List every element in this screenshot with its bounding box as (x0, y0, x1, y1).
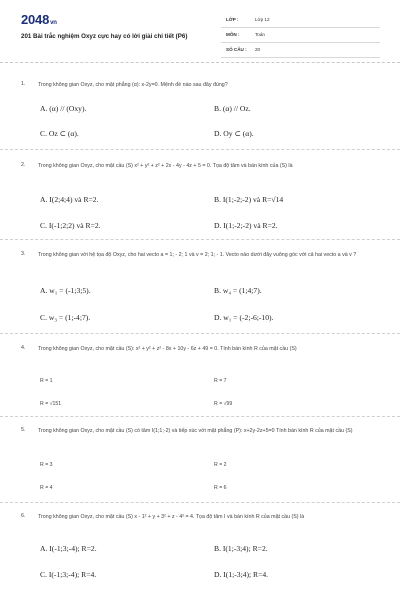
option-c[interactable]: C. I(-1;2;2) và R=2. (40, 221, 101, 230)
question-text: Trong không gian Oxyz, cho mặt cầu (S) x - 1² + y + 3² + z - 4² = 4. Tọa độ tâm I và bán kính R của mặt cầu (S) là (38, 514, 305, 520)
option-d[interactable]: R = 6 (214, 485, 227, 491)
option-a[interactable]: A. w₁ = (-1;3;5). (40, 286, 91, 295)
meta-row-count (221, 43, 380, 58)
option-c[interactable]: C. I(-1;3;-4); R=4. (40, 570, 97, 579)
meta-value-subject: Toán (255, 32, 265, 37)
option-d[interactable]: D. I(1;-2;-2) và R=2. (214, 221, 278, 230)
worksheet-header (0, 0, 400, 62)
meta-label-class: LỚP : (226, 17, 239, 22)
option-a[interactable]: R = 3 (40, 462, 53, 468)
option-c[interactable]: R = √151 (40, 401, 62, 407)
meta-value-count: 20 (255, 47, 261, 52)
question-divider (0, 416, 400, 417)
question-number: 6. (21, 513, 26, 519)
question-number: 3. (21, 251, 26, 257)
meta-row-class (221, 13, 380, 28)
option-b[interactable]: B. I(1;-3;4); R=2. (214, 544, 268, 553)
site-logo-text: 2048 (21, 12, 50, 27)
question-text: Trong không gian Oxyz, cho mặt cầu (S) có tâm I(1;1;-2) và tiếp xúc với mặt phẳng (P): x+2y-2z+5=0 Tính bán kính R của mặt cầu (S) (38, 428, 353, 434)
site-logo-suffix: vn (50, 20, 57, 26)
option-b[interactable]: B. (α) // Oz. (214, 104, 251, 113)
question-divider (0, 239, 400, 240)
option-b[interactable]: R = 2 (214, 462, 227, 468)
question-text: Trong không gian Oxyz, cho mặt cầu (S): x² + y² + z² - 8x + 10y - 6z + 49 = 0. Tính bán kính R của mặt cầu (S) (38, 346, 297, 352)
question-divider (0, 502, 400, 503)
question-divider (0, 149, 400, 150)
option-a[interactable]: A. I(-1;3;-4); R=2. (40, 544, 97, 553)
question-divider (0, 333, 400, 334)
question-text: Trong không gian với hệ tọa độ Oxyz, cho hai vecto a = 1; - 2; 1 và v = 2; 1; - 1. Vecto nào dưới đây vuông góc với cả hai vecto a và v ? (38, 252, 357, 258)
option-d[interactable]: D. I(1;-3;4); R=4. (214, 570, 269, 579)
option-a[interactable]: R = 1 (40, 378, 53, 384)
document-title: 201 Bài trắc nghiệm Oxyz cực hay có lời giải chi tiết (P6) (21, 33, 188, 40)
question-number: 5. (21, 427, 26, 433)
option-c[interactable]: R = 4 (40, 485, 53, 491)
option-d[interactable]: D. w₁ = (-2;-6;-10). (214, 313, 274, 322)
option-c[interactable]: C. Oz ⊂ (α). (40, 129, 79, 138)
option-a[interactable]: A. (α) // (Oxy). (40, 104, 87, 113)
option-d[interactable]: R = √99 (214, 401, 233, 407)
meta-value-class: Lớp 12 (255, 17, 270, 22)
meta-table (221, 13, 380, 58)
option-b[interactable]: B. I(1;-2;-2) và R=√14 (214, 195, 284, 204)
option-b[interactable]: R = 7 (214, 378, 227, 384)
header-divider (0, 62, 400, 63)
question-number: 2. (21, 162, 26, 168)
option-c[interactable]: C. w₃ = (1;-4;7). (40, 313, 91, 322)
option-a[interactable]: A. I(2;4;4) và R=2. (40, 195, 99, 204)
question-number: 4. (21, 345, 26, 351)
meta-row-subject (221, 28, 380, 43)
option-d[interactable]: D. Oy ⊂ (α). (214, 129, 254, 138)
question-text: Trong không gian Oxyz, cho mặt cầu (S) x² + y² + z² + 2x - 4y - 4z + 5 = 0. Tọa độ tâm và bán kính của (S) là (38, 163, 293, 169)
meta-label-count: SỐ CÂU : (226, 47, 247, 52)
meta-label-subject: MÔN : (226, 32, 240, 37)
site-logo[interactable] (21, 12, 57, 27)
question-text: Trong không gian Oxyz, cho mặt phẳng (α): x-2y=0. Mệnh đề nào sau đây đúng? (38, 82, 228, 88)
option-b[interactable]: B. w₄ = (1;4;7). (214, 286, 262, 295)
question-number: 1. (21, 81, 26, 87)
